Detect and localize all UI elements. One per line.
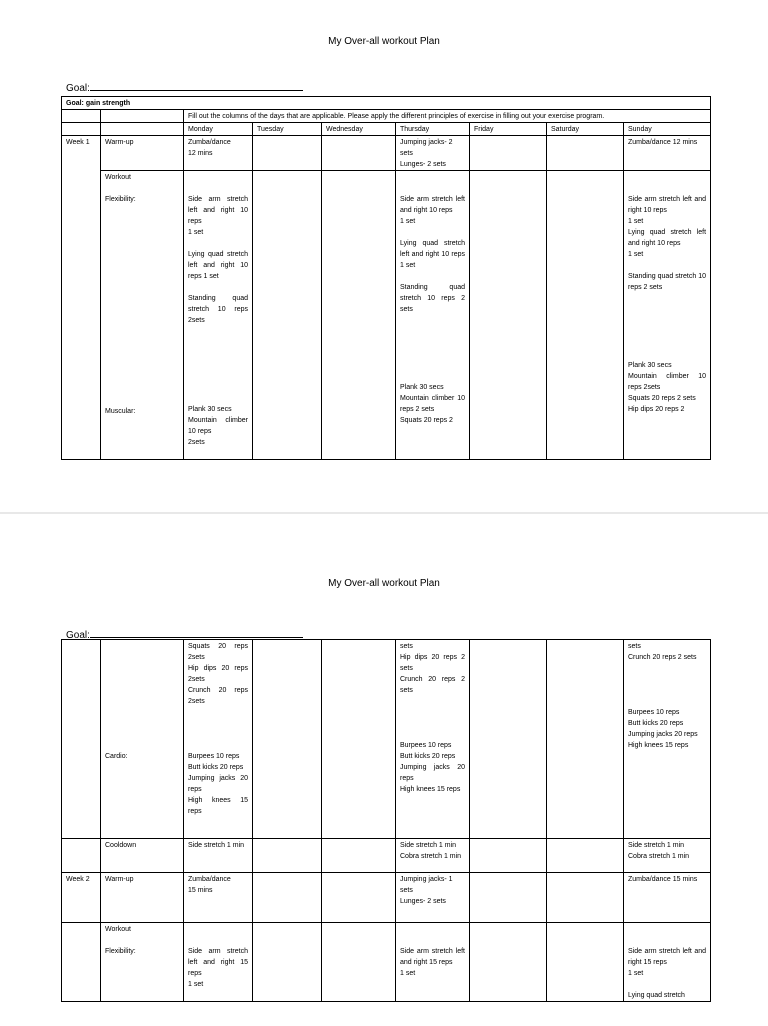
cell-flex-sunday: Side arm stretch left and right 10 reps 1 set Lying quad stretch left and right 10 reps 1 set Standing quad stretch 10 reps 2 sets xyxy=(628,196,707,291)
cell-w2-flex-sunday: Side arm stretch left and right 15 reps 1 set Lying quad stretch xyxy=(628,948,706,999)
goal-line xyxy=(66,81,303,94)
cell-w2-warmup-thursday: Jumping jacks- 1 sets Lunges- 2 sets xyxy=(396,873,470,923)
day-wednesday: Wednesday xyxy=(322,123,396,136)
cell-musc-cont-sunday: sets Crunch 20 reps 2 sets xyxy=(628,643,697,661)
workout-table-week1 xyxy=(61,96,711,460)
row-label-muscular: Muscular: xyxy=(105,408,136,415)
cell-cardio-thursday: Burpees 10 reps Butt kicks 20 reps Jumping jacks 20 reps High knees 15 reps xyxy=(400,742,465,793)
instructions-cell: Fill out the columns of the days that are applicable. Please apply the different principles of exercise in filling out your exercise program. xyxy=(184,110,711,123)
day-saturday: Saturday xyxy=(547,123,624,136)
document-page-2 xyxy=(0,512,768,1026)
cell-musc-thursday: Plank 30 secs Mountain climber 10 reps 2 sets Squats 20 reps 2 xyxy=(400,384,465,424)
day-tuesday: Tuesday xyxy=(253,123,322,136)
day-monday: Monday xyxy=(184,123,253,136)
goal-cell: Goal: gain strength xyxy=(62,97,711,110)
workout-table-continued xyxy=(61,639,711,1002)
day-friday: Friday xyxy=(470,123,547,136)
document-page-1 xyxy=(0,0,768,500)
cell-musc-cont-thursday: sets Hip dips 20 reps 2 sets Crunch 20 reps 2 sets xyxy=(400,643,465,694)
row-label-workout-2: Workout xyxy=(105,926,131,933)
cell-cardio-sunday: Burpees 10 reps Butt kicks 20 reps Jumping jacks 20 reps High knees 15 reps xyxy=(628,709,698,749)
cell-cooldown-sunday: Side stretch 1 min Cobra stretch 1 min xyxy=(624,839,711,873)
row-label-flexibility-2: Flexibility: xyxy=(105,948,136,955)
row-label-flexibility: Flexibility: xyxy=(105,196,136,203)
row-label-warmup-2: Warm-up xyxy=(101,873,184,923)
workout-section-2 xyxy=(101,923,184,1002)
row-label-workout: Workout xyxy=(105,174,131,181)
cell-warmup-sunday: Zumba/dance 12 mins xyxy=(624,136,711,171)
cell-w2-warmup-sunday: Zumba/dance 15 mins xyxy=(624,873,711,923)
cell-cardio-monday: Burpees 10 reps Butt kicks 20 reps Jumping jacks 20 reps High knees 15 reps xyxy=(188,753,248,815)
day-sunday: Sunday xyxy=(624,123,711,136)
cell-cooldown-thursday: Side stretch 1 min Cobra stretch 1 min xyxy=(396,839,470,873)
cell-musc-sunday: Plank 30 secs Mountain climber 10 reps 2sets Squats 20 reps 2 sets Hip dips 20 reps 2 xyxy=(628,362,707,413)
cell-w2-warmup-monday: Zumba/dance 15 mins xyxy=(184,873,253,923)
week-label: Week 1 xyxy=(62,136,101,460)
row-label-cooldown: Cooldown xyxy=(101,839,184,873)
cell-w2-flex-monday: Side arm stretch left and right 15 reps 1 set xyxy=(188,948,248,988)
cell-warmup-thursday: Jumping jacks- 2 sets Lunges- 2 sets xyxy=(396,136,470,171)
week-label-2: Week 2 xyxy=(62,873,101,923)
cell-flex-monday: Side arm stretch left and right 10 reps 1 set Lying quad stretch left and right 10 reps 1 set Standing quad stretch 10 reps 2sets xyxy=(188,196,248,324)
row-label-cardio: Cardio: xyxy=(105,753,128,760)
goal-label: Goal: xyxy=(66,83,90,94)
page-title: My Over-all workout Plan xyxy=(328,36,440,47)
goal-blank xyxy=(90,81,303,91)
cell-warmup-monday: Zumba/dance 12 mins xyxy=(184,136,253,171)
day-thursday: Thursday xyxy=(396,123,470,136)
page-title-2: My Over-all workout Plan xyxy=(328,578,440,589)
row-label-warmup: Warm-up xyxy=(101,136,184,171)
cell-w2-flex-thursday: Side arm stretch left and right 15 reps 1 set xyxy=(400,948,465,977)
cell-cooldown-monday: Side stretch 1 min xyxy=(184,839,253,873)
cell-musc-cont-monday: Squats 20 reps 2sets Hip dips 20 reps 2sets Crunch 20 reps 2sets xyxy=(188,643,248,705)
cell-musc-monday: Plank 30 secs Mountain climber 10 reps 2sets xyxy=(188,406,248,446)
goal-label-2: Goal: xyxy=(66,630,90,641)
cell-flex-thursday: Side arm stretch left and right 10 reps 1 set Lying quad stretch left and right 10 reps 1 set Standing quad stretch 10 reps 2 sets xyxy=(400,196,465,313)
workout-section xyxy=(101,171,184,460)
goal-blank-2 xyxy=(90,628,303,638)
